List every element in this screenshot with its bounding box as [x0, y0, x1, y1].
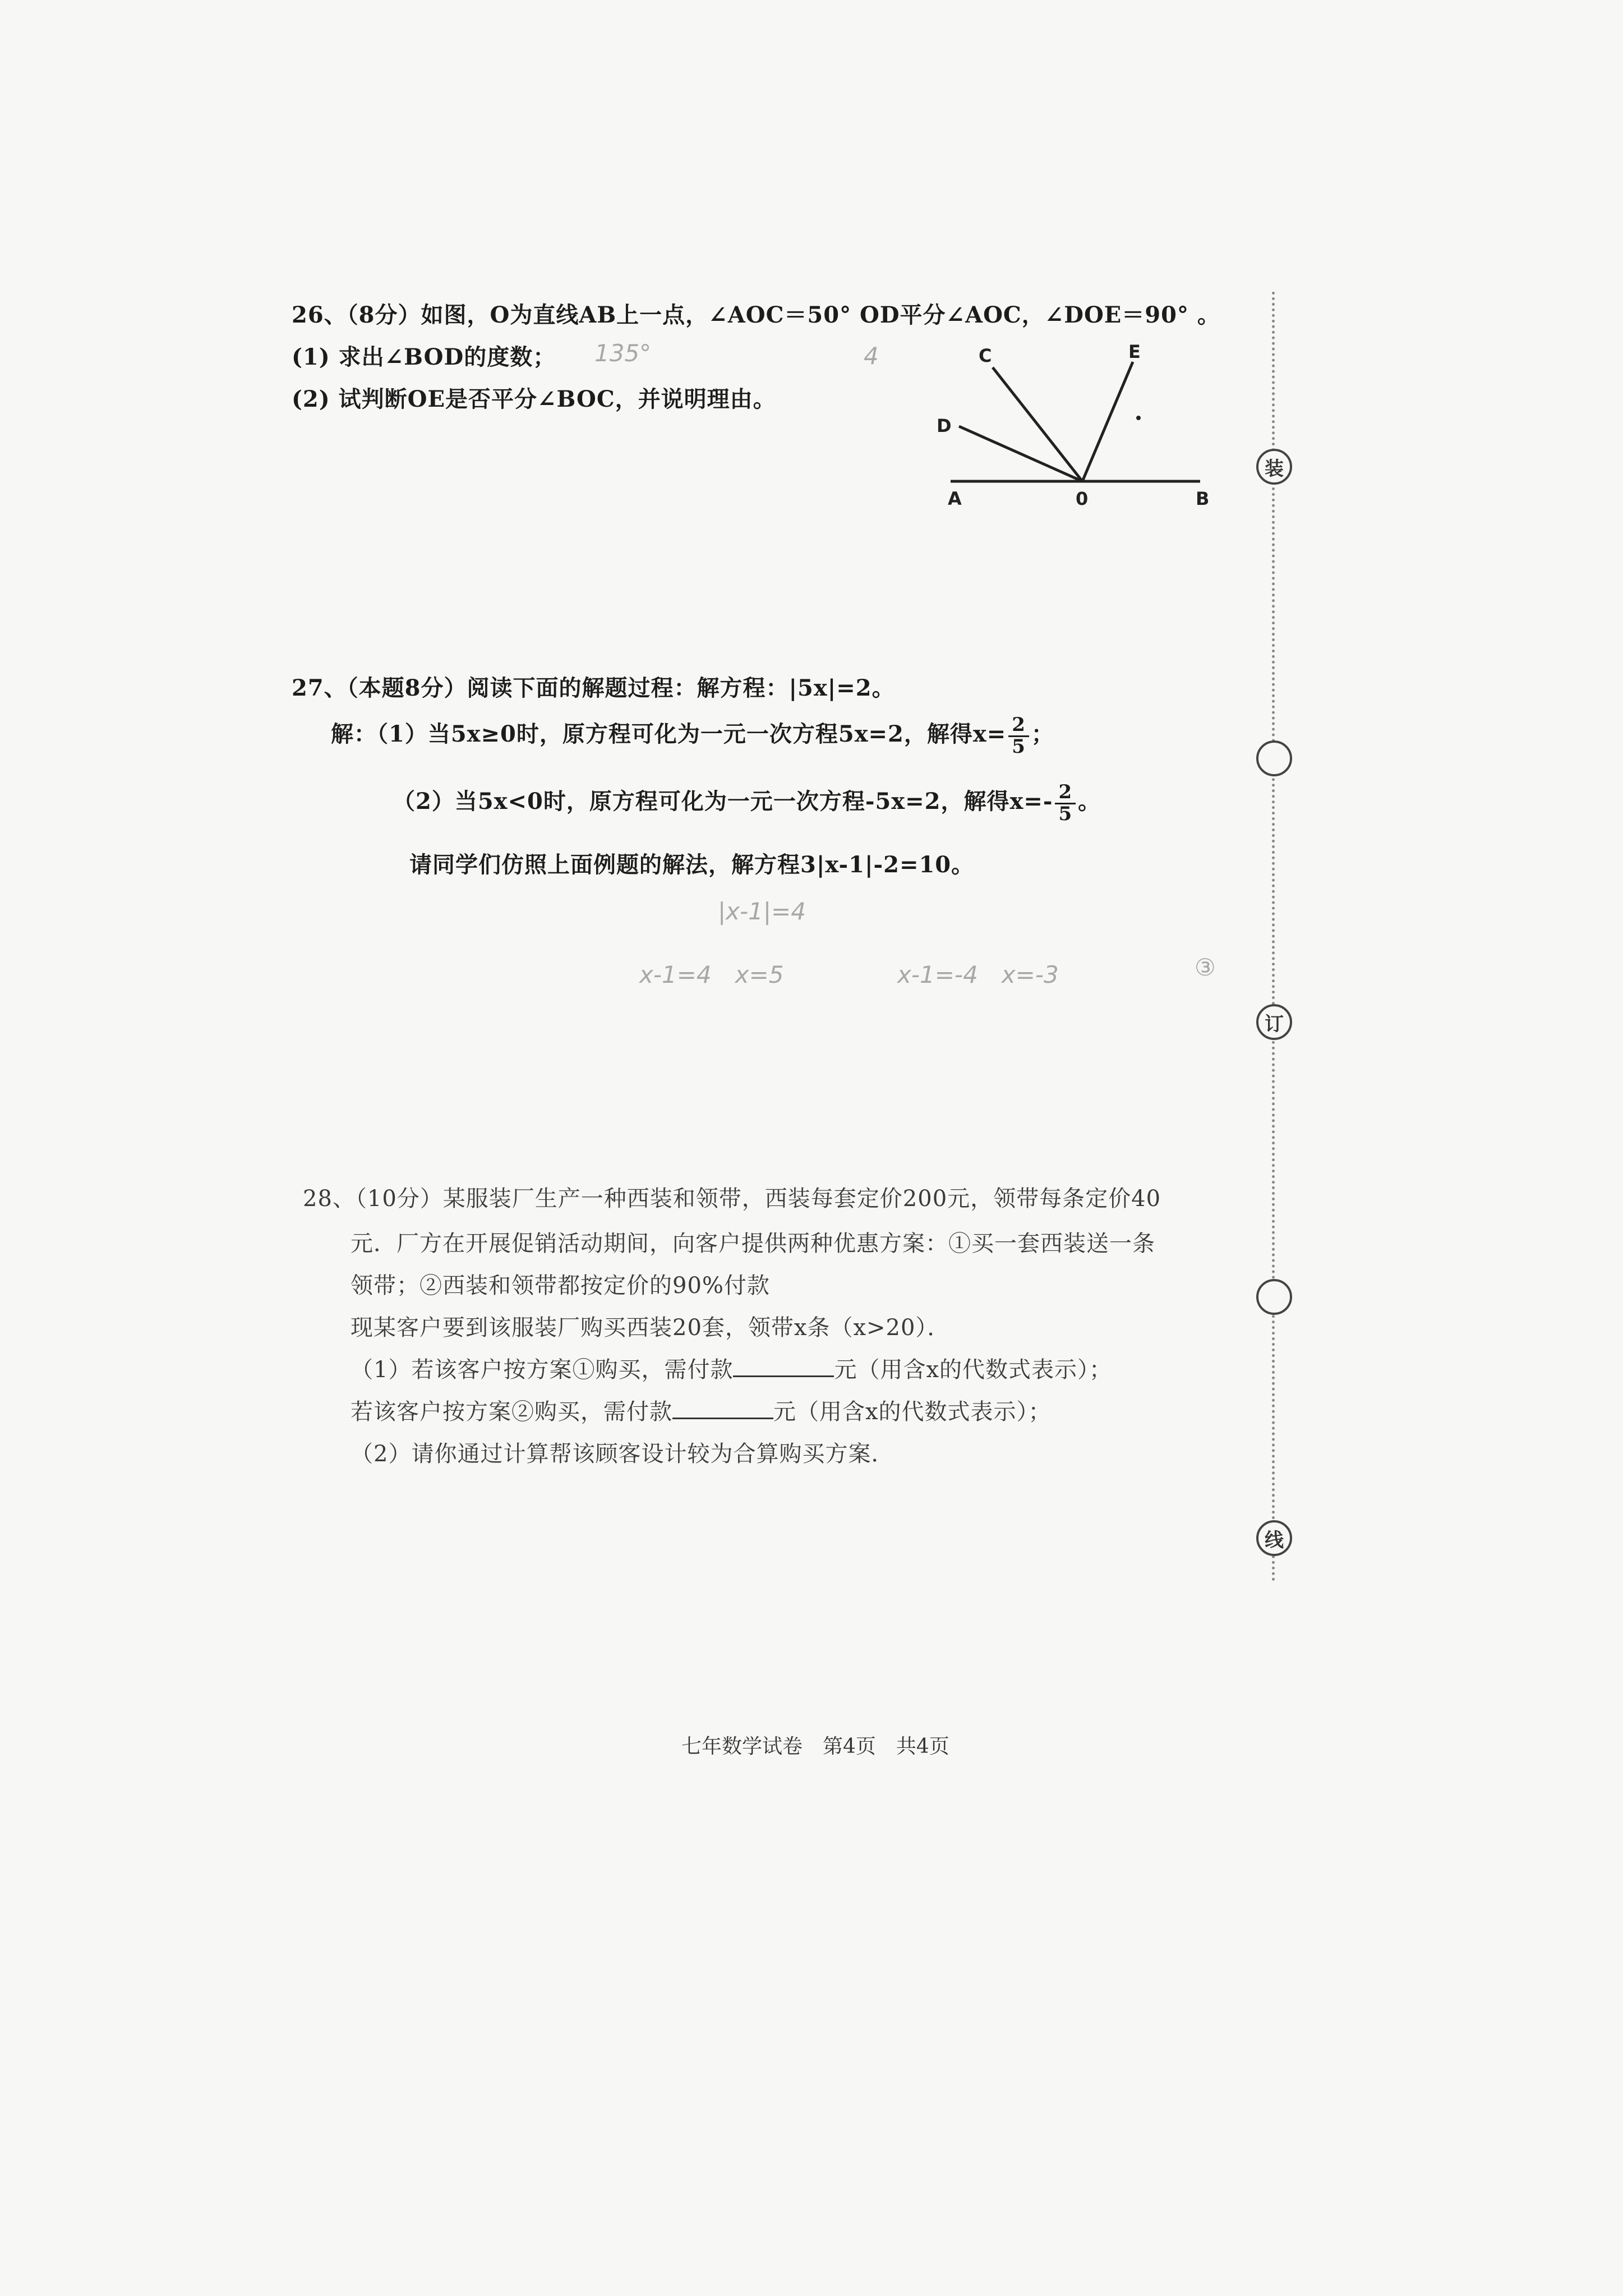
handwriting-answer-bod: 135°: [594, 339, 652, 367]
q27-title: 27、（本题8分）阅读下面的解题过程：解方程：|5x|=2。: [292, 675, 895, 701]
label-o: 0: [1076, 488, 1089, 509]
q28-part2-tail: 元（用含x的代数式表示）；: [773, 1399, 1052, 1425]
q28-line-3: 领带；②西装和领带都按定价的90%付款: [351, 1273, 770, 1299]
label-a: A: [948, 488, 962, 509]
handwriting-mark: 4: [864, 342, 879, 370]
q26-part2: (2) 试判断OE是否平分∠BOC，并说明理由。: [292, 386, 776, 412]
q27-sol1-end: ；: [1031, 721, 1054, 748]
handwriting-circle-3: ③: [1195, 954, 1216, 981]
q28-line-5: [351, 1352, 1112, 1384]
label-b: B: [1196, 488, 1210, 509]
q28-line-4: 现某客户要到该服装厂购买西装20套，领带x条（x>20）．: [351, 1315, 951, 1341]
page-footer: 七年数学试卷 第4页 共4页: [681, 1735, 949, 1758]
q26-title: 26、（8分）如图，O为直线AB上一点，∠AOC＝50° OD平分∠AOC，∠DOE＝90° 。: [292, 302, 1220, 328]
q28-part2-text: 若该客户按方案②购买，需付款: [351, 1399, 672, 1425]
label-d: D: [937, 415, 952, 436]
binding-hole-circle-1: [1256, 740, 1292, 776]
label-e: E: [1128, 341, 1141, 362]
stray-dot: [1136, 416, 1141, 420]
ray-od: [959, 426, 1082, 481]
q28-line-2: 元．厂方在开展促销活动期间，向客户提供两种优惠方案：①买一套西装送一条: [351, 1231, 1155, 1257]
q27-sol1-fraction: [1008, 715, 1029, 757]
fraction-numerator: 2: [1008, 715, 1029, 737]
q26-part1: (1) 求出∠BOD的度数；: [292, 344, 556, 370]
q28-line-1: 28、（10分）某服装厂生产一种西装和领带，西装每套定价200元，领带每条定价40: [303, 1186, 1161, 1212]
binding-hole-circle-2: [1256, 1279, 1292, 1315]
binding-mark-xian: 线: [1256, 1520, 1292, 1556]
q27-sol2-fraction: [1055, 783, 1076, 824]
binding-dotted-line: [1272, 292, 1275, 1582]
q27-sol1-text: 解：（1）当5x≥0时，原方程可化为一元一次方程5x=2，解得x=: [331, 721, 1007, 748]
q27-sol2-end: 。: [1078, 788, 1101, 815]
binding-mark-ding: 订: [1256, 1004, 1292, 1040]
fraction-numerator: 2: [1055, 783, 1076, 804]
q28-part1-tail: 元（用含x的代数式表示）；: [834, 1357, 1113, 1383]
handwriting-line-3: x-1=-4 x=-3: [897, 961, 1059, 988]
ray-oe: [1082, 362, 1133, 481]
answer-blank-2[interactable]: [672, 1401, 773, 1419]
answer-blank-1[interactable]: [733, 1359, 834, 1377]
fraction-denominator: 5: [1012, 735, 1026, 758]
ray-oc: [993, 367, 1082, 481]
handwriting-line-2: x-1=4 x=5: [639, 961, 784, 988]
label-c: C: [979, 345, 992, 366]
q27-task: 请同学们仿照上面例题的解法，解方程3|x-1|-2=10。: [409, 852, 975, 878]
q28-part1-text: （1）若该客户按方案①购买，需付款: [351, 1357, 734, 1383]
angle-figure: [925, 337, 1239, 516]
q28-line-7: （2）请你通过计算帮该顾客设计较为合算购买方案．: [351, 1441, 895, 1467]
binding-mark-zhuang: 装: [1256, 449, 1292, 485]
q27-solution-1: [331, 715, 1054, 757]
q27-sol2-text: （2）当5x<0时，原方程可化为一元一次方程-5x=2，解得x=-: [393, 788, 1053, 815]
q27-solution-2: [393, 783, 1101, 824]
handwriting-line-1: |x-1|=4: [718, 898, 806, 925]
fraction-denominator: 5: [1058, 802, 1073, 825]
q28-line-6: [351, 1394, 1052, 1426]
